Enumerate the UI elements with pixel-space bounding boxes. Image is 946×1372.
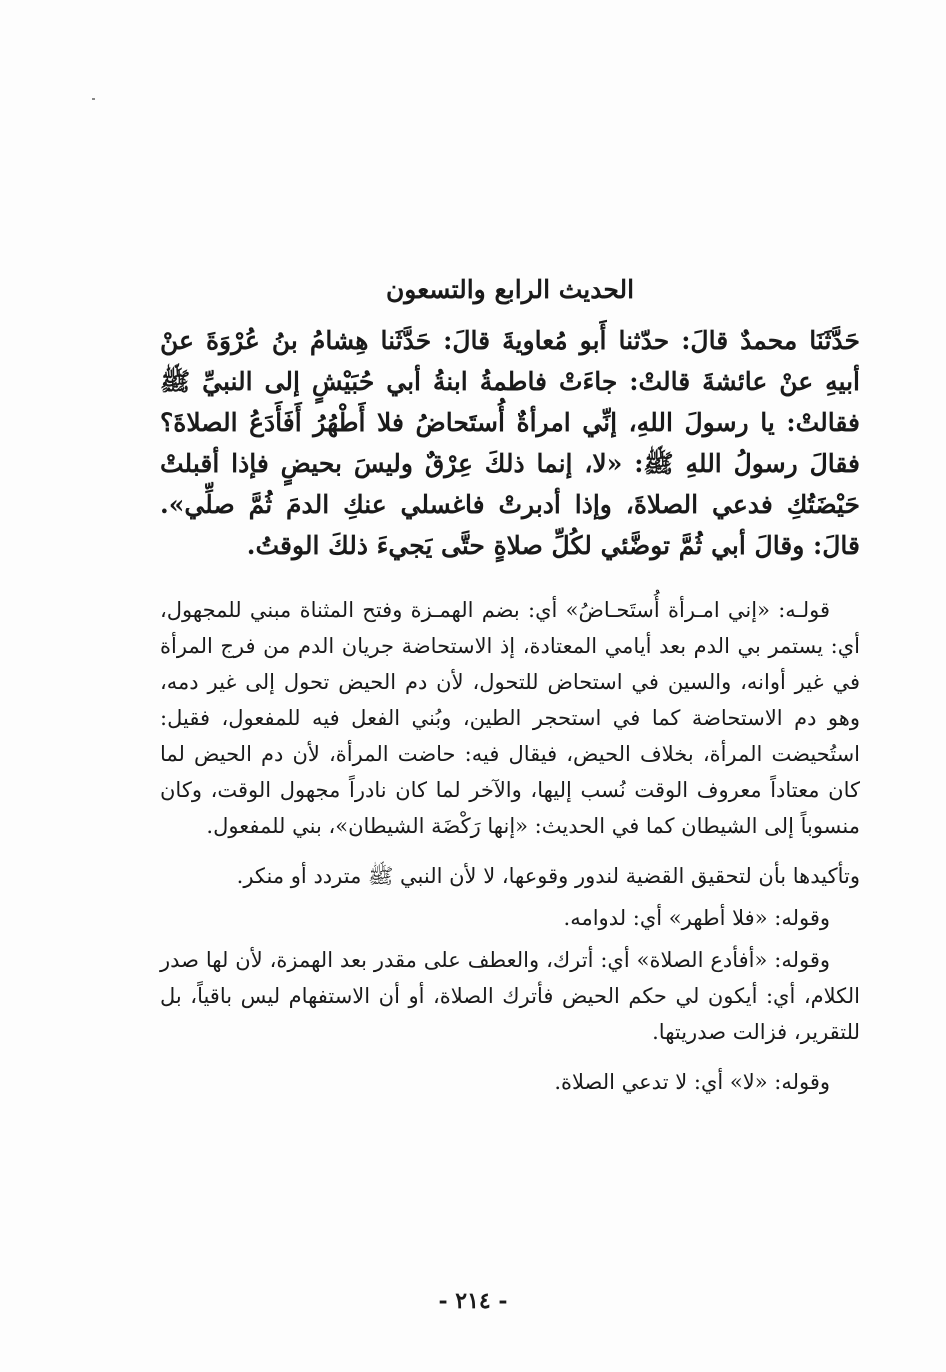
scan-speck — [92, 98, 95, 100]
commentary-paragraph: وقوله: «فلا أطهر» أي: لدوامه. — [563, 906, 830, 930]
commentary-paragraph: قولـه: «إني امـرأة أُستَحـاضُ» أي: بضم الهمـزة وفتح المثناة مبني للمجهول، أي: يستمر بي الدم بعد أيامي المعتادة، إذ الاستحاضة جريان الدم من فرج المرأة في غير أوانه، والسين في استحاض للتحول، لأن دم الحيض تحول إلى غير دمه، وهو دم الاستحاضة كما في استحجر الطين، وبُني الفعل فيه للمفعول، فقيل: استُحيضت المرأة، بخلاف الحيض، فيقال فيه: حاضت المرأة، لأن دم الحيض لما كان معتاداً معروف الوقت نُسب إليها، والآخر لما كان نادراً مجهول الوقت، وكان منسوباً إلى الشيطان كما في الحديث: «إنها رَكْضَة الشيطان»، بني للمفعول. — [160, 598, 860, 838]
commentary-paragraph: وتأكيدها بأن لتحقيق القضية لندور وقوعها، لا لأن النبي ﷺ متردد أو منكر. — [236, 864, 860, 888]
commentary-paragraph: وقوله: «أفأدع الصلاة» أي: أترك، والعطف على مقدر بعد الهمزة، لأن لها صدر الكلام، أي: أيكون لي حكم الحيض فأترك الصلاة، أو أن الاستفهام ليس باقياً، بل للتقرير، فزالت صدريتها. — [160, 948, 860, 1044]
page-number: - ٢١٤ - — [438, 1288, 508, 1314]
page-content — [160, 270, 860, 1114]
commentary-paragraph: وقوله: «لا» أي: لا تدعي الصلاة. — [554, 1070, 830, 1094]
hadith-text: حَدَّثَنَا محمدٌ قالَ: حدّثنا أَبو مُعاويةَ قالَ: حَدَّثَنا هِشامُ بنُ عُرْوَةَ عنْ أبيهِ عنْ عائشةَ قالتْ: جاءَتْ فاطمةُ ابنةُ أبي حُبَيْشٍ إلى النبيِّ ﷺ فقالتْ: يا رسولَ اللهِ، إنِّي امرأةٌ أُستَحاضُ فلا أَطْهُرُ أَفَأَدَعُ الصلاةَ؟ فقالَ رسولُ اللهِ ﷺ: «لا، إنما ذلكَ عِرْقٌ وليسَ بحيضٍ فإذا أقبلتْ حَيْضَتُكِ فدعي الصلاةَ، وإذا أدبرتْ فاغسلي عنكِ الدمَ ثُمَّ صلِّي». قالَ: وقالَ أبي ثُمَّ توضَّئي لكُلِّ صلاةٍ حتَّى يَجيءَ ذلكَ الوقتُ. — [160, 326, 860, 560]
chapter-title: الحديث الرابع والتسعون — [385, 275, 635, 304]
